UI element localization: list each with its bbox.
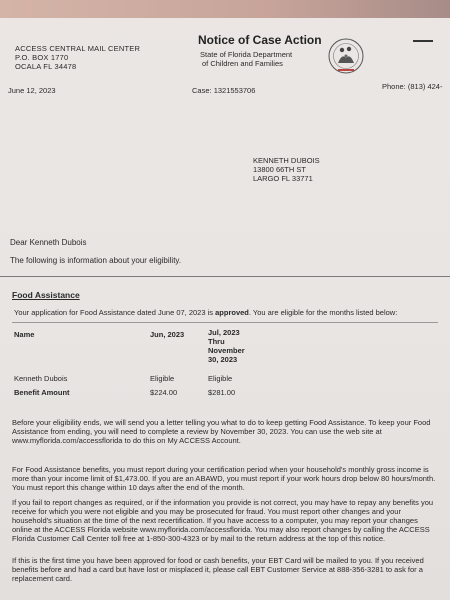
recipient-line: 13800 66TH ST [253,165,306,174]
recipient-line: LARGO FL 33771 [253,174,313,183]
background-paper-edge [0,0,450,18]
approval-status: approved [215,308,249,317]
approval-text-end: . You are eligible for the months listed below: [248,308,398,317]
period-line: 30, 2023 [208,355,238,364]
table-row-label: Benefit Amount [14,388,70,397]
sender-line: P.O. BOX 1770 [15,53,69,62]
period-line: Thru [208,337,225,346]
period-line: Jul, 2023 [208,328,240,337]
table-cell: Eligible [208,374,233,383]
section-divider [0,276,450,277]
table-cell: $281.00 [208,388,236,397]
approval-text: Your application for Food Assistance dated June 07, 2023 is [14,308,216,317]
table-row-label: Kenneth Dubois [14,374,68,383]
table-header-name: Name [14,330,35,339]
sender-line: OCALA FL 34478 [15,62,77,71]
table-cell: $224.00 [150,388,178,397]
table-cell: Eligible [150,374,175,383]
phone [382,82,442,91]
fraud-warning-paragraph: If you fail to report changes as required, or if the information you provide is not correct, you may have to repay any benefits you receive for which you were not eligible and you may be prosecuted for fraud. You must report other changes and your household's situation at the time of the next recertification. If you have access to a computer, you may report your changes online at the ACCESS Florida website www.myflorida.com/accessflorida. You may also report changes by calling the ACCESS Florida Customer Call Center toll free at 1-850-300-4323 or by mail to the return address at the top of this notice. [12,498,434,543]
sender-address [15,44,140,71]
table-header-period [208,328,245,364]
recipient-address [253,156,320,183]
case-number [192,86,255,95]
period-line: November [208,346,245,355]
phone-value: (813) 424- [407,82,443,91]
table-divider [12,322,438,323]
case-label: Case: [192,86,212,95]
recipient-line: KENNETH DUBOIS [253,156,320,165]
intro-text: The following is information about your eligibility. [10,256,182,265]
case-value: 1321553706 [213,86,256,95]
department-line: State of Florida Department [200,50,293,59]
approval-statement [14,308,397,317]
dcf-seal-logo [326,36,366,76]
table-header-month: Jun, 2023 [150,330,185,339]
sender-line: ACCESS CENTRAL MAIL CENTER [15,44,141,53]
department-line: of Children and Families [202,59,283,68]
section-title: Food Assistance [12,290,80,300]
notice-title: Notice of Case Action [198,33,322,47]
department-name [200,50,292,68]
ebt-card-paragraph: If this is the first time you have been approved for food or cash benefits, your EBT Card will be mailed to you. If you received benefits before and had a card but have lost or misplaced it, please call EBT Customer Service at 888-356-3281 to ask for a replacement card. [12,556,424,583]
phone-label: Phone: [382,82,406,91]
income-reporting-paragraph: For Food Assistance benefits, you must report during your certification period when your household's monthly gross income is more than your income limit of $1,473.00. If you are an ABAWD, you must report if your work hours drop below 80 hours/month. You must report this change within 10 days after the end of the month. [12,465,436,492]
review-paragraph: Before your eligibility ends, we will send you a letter telling you what to do to keep getting Food Assistance. To keep your Food Assistance from ending, you will need to complete a review by November 30, 2023. You can use the web site at www.myflorida.com/accessflorida to do this on My ACCESS Account. [12,418,431,445]
corner-dash-mark [413,40,433,42]
notice-date: June 12, 2023 [8,86,56,95]
greeting: Dear Kenneth Dubois [10,238,87,247]
